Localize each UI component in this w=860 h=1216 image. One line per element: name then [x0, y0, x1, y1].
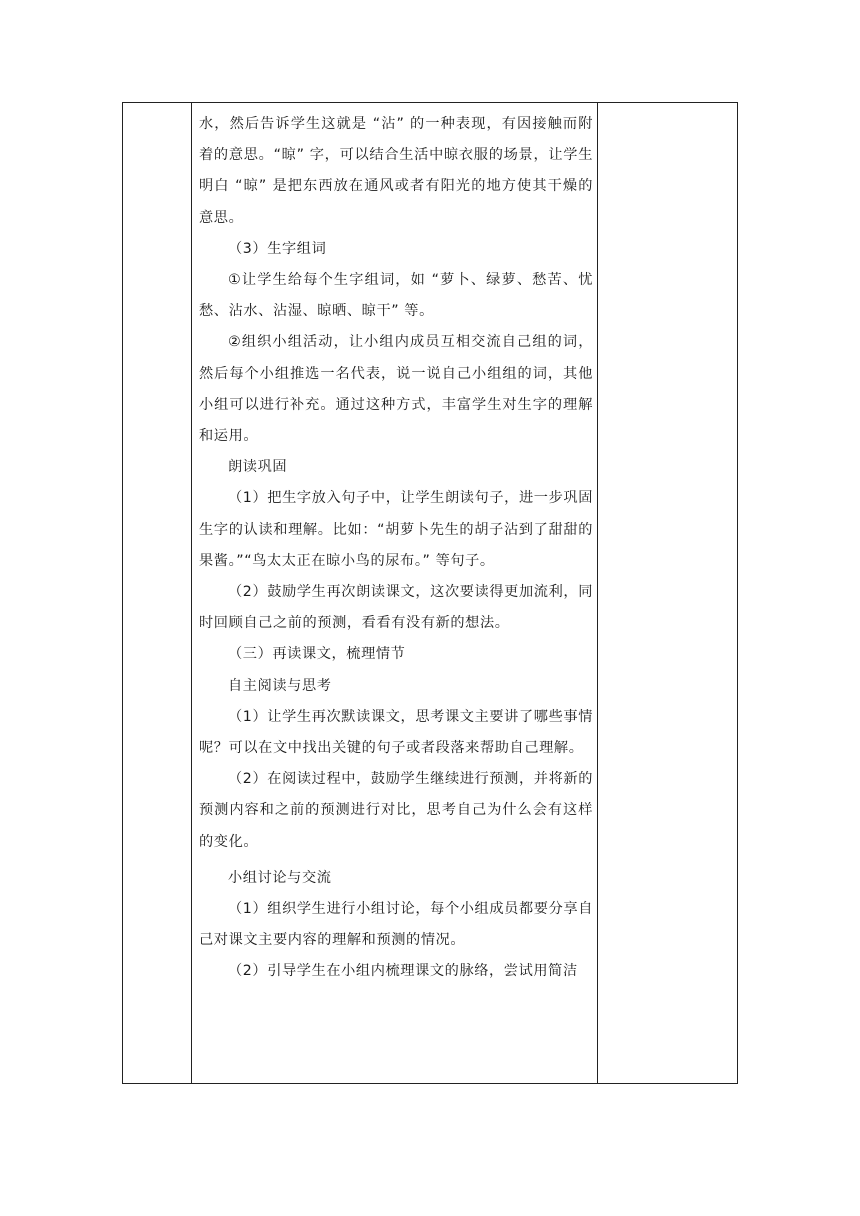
- paragraph-reread-text: （2）鼓励学生再次朗读课文，这次要读得更加流利，同时回顾自己之前的预测，看看有没有新的想法。: [199, 584, 593, 632]
- paragraph-continue-prediction: （2）在阅读过程中，鼓励学生继续进行预测，并将新的预测内容和之前的预测进行对比，思考自己为什么会有这样的变化。: [199, 771, 593, 850]
- heading-reading-consolidation: 朗读巩固: [228, 459, 288, 476]
- heading-independent-reading: 自主阅读与思考: [228, 677, 332, 694]
- lesson-plan-table: [122, 102, 738, 1084]
- heading-word-formation: （3）生字组词: [228, 240, 327, 257]
- teaching-process-cell: [199, 109, 593, 988]
- heading-section-three: （三）再读课文，梳理情节: [228, 646, 406, 663]
- table-column-divider-left: [191, 103, 192, 1083]
- table-column-divider-right: [597, 103, 598, 1083]
- heading-group-discussion: 小组讨论与交流: [228, 869, 332, 886]
- paragraph-silent-reading: （1）让学生再次默读课文，思考课文主要讲了哪些事情呢？可以在文中找出关键的句子或者段落来帮助自己理解。: [199, 708, 593, 757]
- paragraph-share-understanding: （1）组织学生进行小组讨论，每个小组成员都要分享自己对课文主要内容的理解和预测的情况。: [199, 901, 593, 949]
- paragraph-sentence-reading: （1）把生字放入句子中，让学生朗读句子，进一步巩固生字的认读和理解。比如：“胡萝卜先生的胡子沾到了甜甜的果酱。”“鸟太太正在晾小鸟的尿布。” 等句子。: [199, 490, 593, 569]
- paragraph-group-activity: ②组织小组活动，让小组内成员互相交流自己组的词，然后每个小组推选一名代表，说一说自己小组组的词，其他小组可以进行补充。通过这种方式，丰富学生对生字的理解和运用。: [199, 334, 593, 445]
- paragraph-liang-meaning: 水，然后告诉学生这就是 “沾” 的一种表现，有因接触而附着的意思。“晾” 字，可以结合生活中晾衣服的场景，让学生明白 “晾” 是把东西放在通风或者有阳光的地方使其干燥的意思。: [199, 116, 593, 226]
- paragraph-word-examples: ①让学生给每个生字组词，如 “萝卜、绿萝、愁苦、忧愁、沾水、沾湿、晾晒、晾干” 等。: [199, 272, 593, 320]
- paragraph-outline-text: （2）引导学生在小组内梳理课文的脉络，尝试用简洁: [228, 963, 578, 980]
